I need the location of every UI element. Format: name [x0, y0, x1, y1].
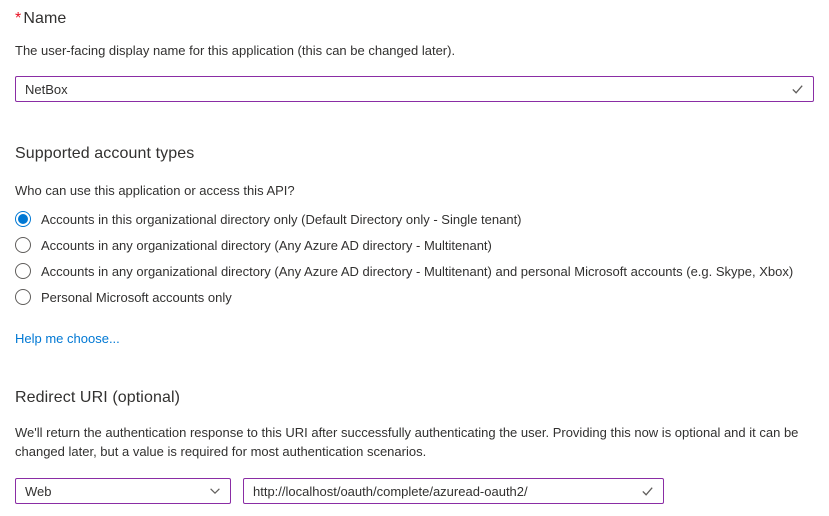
- redirect-uri-row: [15, 478, 814, 504]
- redirect-uri-title: Redirect URI (optional): [15, 389, 181, 406]
- redirect-uri-description: We'll return the authentication response to this URI after successfully authenticating the user. Providing this now is optional and it can be changed later, but a value is required for most authentication scenarios.: [15, 425, 799, 459]
- account-types-question: Who can use this application or access this API?: [15, 183, 295, 198]
- required-asterisk: *: [15, 10, 22, 27]
- account-types-radio-group: [15, 206, 814, 310]
- radio-option-label: Accounts in any organizational directory (Any Azure AD directory - Multitenant): [41, 237, 492, 253]
- radio-unselected-icon[interactable]: [15, 237, 31, 253]
- radio-selected-icon[interactable]: [15, 211, 31, 227]
- radio-option-label: Personal Microsoft accounts only: [41, 289, 232, 305]
- name-section: [15, 10, 814, 102]
- radio-option-label: Accounts in any organizational directory (Any Azure AD directory - Multitenant) and personal Microsoft accounts (e.g. Skype, Xbox): [41, 263, 794, 279]
- radio-option-label: Accounts in this organizational directory only (Default Directory only - Single tenant): [41, 211, 522, 227]
- redirect-uri-section: [15, 389, 814, 504]
- radio-option-single-tenant[interactable]: [15, 206, 814, 232]
- name-input[interactable]: [16, 77, 813, 101]
- redirect-uri-input-wrap: [243, 478, 664, 504]
- name-input-wrap: [15, 76, 814, 102]
- name-section-title: [15, 10, 814, 28]
- radio-option-personal-only[interactable]: [15, 284, 814, 310]
- account-types-title: Supported account types: [15, 145, 195, 162]
- redirect-uri-input[interactable]: [244, 479, 663, 503]
- radio-option-multitenant[interactable]: [15, 232, 814, 258]
- radio-unselected-icon[interactable]: [15, 263, 31, 279]
- platform-select[interactable]: [15, 478, 231, 504]
- help-me-choose-link[interactable]: Help me choose...: [15, 331, 120, 346]
- supported-account-types-section: [15, 145, 814, 346]
- name-description: The user-facing display name for this application (this can be changed later).: [15, 43, 456, 58]
- radio-unselected-icon[interactable]: [15, 289, 31, 305]
- chevron-down-icon: [208, 484, 222, 498]
- platform-select-value: Web: [25, 483, 52, 499]
- name-section-title-text: Name: [23, 10, 67, 27]
- radio-option-multitenant-personal[interactable]: [15, 258, 814, 284]
